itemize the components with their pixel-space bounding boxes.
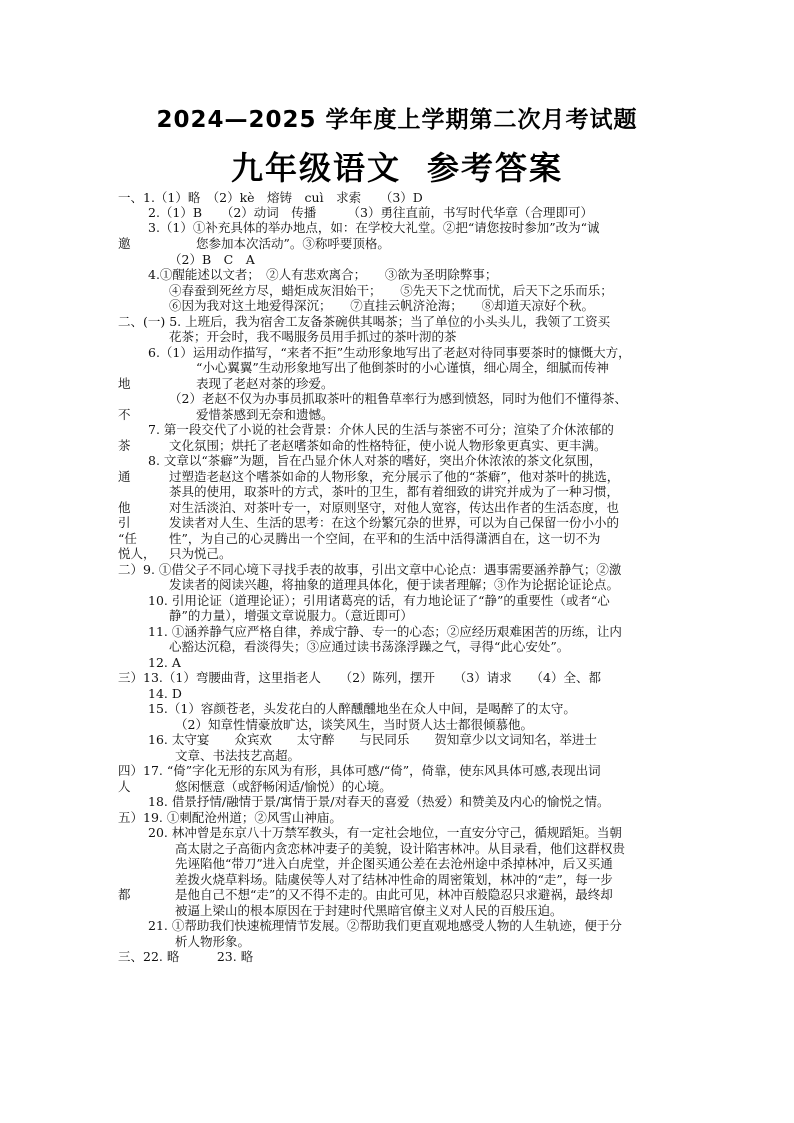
- answer-line: 爱惜茶感到无奈和遗憾。: [196, 407, 334, 422]
- answer-line: 茶: [118, 438, 131, 453]
- answer-line: 地: [118, 376, 131, 391]
- answer-line: 通: [118, 469, 131, 484]
- answer-line: 邀: [118, 236, 131, 251]
- answer-line: 对生活淡泊、对茶叶专一，对原则坚守，对他人宽容，传达出作者的生活态度，也: [169, 500, 620, 515]
- answer-line: 发读者的阅读兴趣，将抽象的道理具体化，便于读者理解；③作为论据论证论点。: [169, 577, 620, 592]
- answer-line: 三）13.（1）弯腰曲背，这里指老人 （2）陈列，摆开 （3）请求 （4）全、都: [118, 670, 601, 685]
- answer-label: 参考答案: [427, 149, 564, 187]
- answer-line: （2）B C A: [169, 252, 255, 267]
- answer-line: 10. 引用论证（道理论证）；引用诸葛亮的话，有力地论证了“静”的重要性（或者“心: [148, 593, 610, 608]
- answer-line: 过塑造老赵这个嗜茶如命的人物形象，充分展示了他的“茶癖”，他对茶叶的挑选，: [169, 469, 620, 484]
- answer-line: 表现了老赵对茶的珍爱。: [196, 376, 334, 391]
- answer-line: 6.（1）运用动作描写，“来者不拒”生动形象地写出了老赵对待同事要茶时的慷慨大方，: [148, 345, 631, 360]
- subject-heading: [0, 143, 794, 189]
- answer-line: 茶具的使用，取茶叶的方式，茶叶的卫生，都有着细致的讲究并成为了一种习惯，: [169, 484, 620, 499]
- answer-line: 差拨火烧草料场。陆虞侯等人对了结林冲性命的周密策划，林冲的“走”，每一步: [175, 872, 613, 887]
- answer-line: 都: [118, 887, 131, 902]
- answer-line: 先诬陷他“带刀”进入白虎堂，并企图买通公差在去沧州途中杀掉林冲，后又买通: [175, 856, 613, 871]
- answer-line: “任: [118, 531, 137, 546]
- answer-line: 析人物形象。: [175, 934, 251, 949]
- answer-line: 15.（1）容颜苍老，头发花白的人醉醺醺地坐在众人中间，是喝醉了的太守。: [148, 701, 576, 716]
- answer-line: 他: [118, 500, 131, 515]
- answer-line: 8. 文章以“茶癖”为题，旨在凸显介休人对茶的嗜好，突出介休浓浓的茶文化氛围，: [148, 453, 602, 468]
- answer-line: 悠闲惬意（或舒畅闲适/愉悦）的心境。: [175, 779, 392, 794]
- answer-line: 高太尉之子高衙内贪恋林冲妻子的美貌，设计陷害林冲。从目录看，他们这群权贵: [175, 841, 626, 856]
- answer-line: （2）老赵不仅为办事员抓取茶叶的粗鲁草率行为感到愤怒，同时为他们不懂得茶、: [169, 391, 627, 406]
- answer-line: 悦人，: [118, 546, 156, 561]
- answer-line: 18. 借景抒情/融情于景/寓情于景/对春天的喜爱（热爱）和赞美及内心的愉悦之情。: [148, 794, 610, 809]
- answer-line: ④春蚕到死丝方尽，蜡炬成灰泪始干； ⑤先天下之忧而忧，后天下之乐而乐；: [169, 283, 613, 298]
- subject-name: 九年级语文: [230, 149, 401, 187]
- answer-line: 花茶；开会时，我不喝服务员用手抓过的茶叶沏的茶: [169, 329, 457, 344]
- answer-line: 2.（1）B （2）动词 传播 （3）勇往直前，书写时代华章（合理即可）: [148, 205, 593, 220]
- answer-line: ⑥因为我对这土地爱得深沉； ⑦直挂云帆济沧海； ⑧却道天凉好个秋。: [169, 298, 595, 313]
- answer-line: 二、(一) 5. 上班后，我为宿舍工友备茶碗供其喝茶；当了单位的小头头儿，我领了工资买: [118, 314, 611, 329]
- answer-line: 11. ①涵养静气应严格自律，养成宁静、专一的心态；②应经历艰难困苦的历练，让内: [148, 624, 622, 639]
- answer-line: 21. ①帮助我们快速梳理情节发展。②帮助我们更直观地感受人物的人生轨迹，便于分: [148, 918, 622, 933]
- answer-line: 四）17. “倚”字化无形的东风为有形，具体可感/“倚”，倚靠，使东风具体可感,表现出词: [118, 763, 601, 778]
- answer-line: “小心翼翼”生动形象地写出了他倒茶时的小心谨慎，细心周全，细腻而传神: [196, 360, 609, 375]
- answer-line: 7. 第一段交代了小说的社会背景：介休人民的生活与茶密不可分；渲染了介休浓郁的: [148, 422, 614, 437]
- answer-line: 一、1.（1）略 （2）kè 熔铸 cuì 求索 （3）D: [118, 190, 423, 205]
- answer-line: （2）知章性情豪放旷达，谈笑风生，当时贤人达士都很倾慕他。: [175, 717, 533, 732]
- answer-line: 不: [118, 407, 131, 422]
- answer-line: 引: [118, 515, 131, 530]
- answer-line: 14. D: [148, 686, 182, 701]
- answer-line: 16. 太守宴 众宾欢 太守醉 与民同乐 贺知章少以文词知名，举进士: [148, 732, 597, 747]
- answer-line: 性”，为自己的心灵腾出一个空间，在平和的生活中活得潇洒自在，这一切不为: [169, 531, 601, 546]
- answer-line: 是他自己不想“走”的又不得不走的。由此可见，林冲百般隐忍只求避祸，最终却: [175, 887, 613, 902]
- exam-title: 2024—2025 学年度上学期第二次月考试题: [156, 107, 638, 133]
- answer-line: 发读者对人生、生活的思考：在这个纷繁冗杂的世界，可以为自己保留一份小小的: [169, 515, 620, 530]
- answer-line: 五）19. ①刺配沧州道；②风雪山神庙。: [118, 810, 342, 825]
- answer-line: 文化氛围；烘托了老赵嗜茶如命的性格特征，使小说人物形象更真实、更丰满。: [169, 438, 607, 453]
- answer-line: 三、22. 略 23. 略: [118, 949, 254, 964]
- answer-line: 文章、书法技艺高超。: [175, 748, 301, 763]
- answer-line: 3.（1）①补充具体的举办地点，如：在学校大礼堂。②把“请您按时参加”改为“诚: [148, 220, 600, 235]
- answer-line: 静”的力量），增强文章说服力。（意近即可）: [169, 608, 413, 623]
- answer-line: 心豁达沉稳，看淡得失；③应通过读书荡涤浮躁之气，寻得“此心安处”。: [169, 639, 570, 654]
- answer-line: 被逼上梁山的根本原因在于封建时代黑暗官僚主义对人民的百般压迫。: [175, 903, 563, 918]
- answer-line: 只为悦己。: [169, 546, 232, 561]
- answer-line: 4.①醒能述以文者； ②人有悲欢离合； ③欲为圣明除弊事；: [148, 267, 498, 282]
- answer-line: 二）9. ①借父子不同心境下寻找手表的故事，引出文章中心论点：遇事需要涵养静气；②激: [118, 562, 622, 577]
- answer-line: 人: [118, 779, 131, 794]
- answer-line: 20. 林冲曾是东京八十万禁军教头，有一定社会地位，一直安分守己，循规蹈矩。当朝: [148, 825, 622, 840]
- answer-line: 12. A: [148, 655, 181, 670]
- answer-line: 您参加本次活动”。③称呼要顶格。: [196, 236, 390, 251]
